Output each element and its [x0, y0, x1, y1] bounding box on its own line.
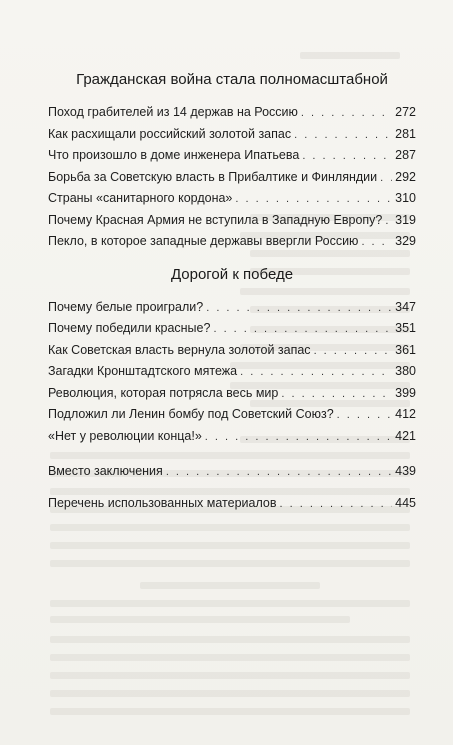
toc-entry-title: Как расхищали российский золотой запас: [48, 126, 292, 141]
toc-entry-title: Пекло, в которое западные державы ввергли Россию: [48, 234, 359, 248]
toc-entry: [48, 340, 416, 362]
toc-entry: [48, 361, 416, 383]
dot-leader: [235, 189, 392, 210]
toc-entry-page: 347: [395, 299, 416, 314]
spacer: [48, 447, 416, 461]
dot-leader: [240, 362, 392, 383]
toc-entry: [48, 318, 416, 340]
toc-entry-page: 292: [395, 169, 416, 184]
spacer: [48, 483, 416, 493]
dot-leader: [206, 298, 392, 319]
toc-entry: [48, 404, 416, 426]
toc-entry: [48, 383, 416, 405]
toc-entry-title: Почему Красная Армия не вступила в Западную Европу?: [48, 212, 383, 227]
toc-entry-title: Страны «санитарного кордона»: [48, 191, 233, 205]
toc-entry-title: Перечень использованных материалов: [48, 495, 277, 510]
toc-entry-page: 319: [395, 212, 416, 227]
toc-entry: [48, 102, 416, 124]
toc-entry-page: 287: [395, 148, 416, 162]
toc-entry: [48, 167, 416, 189]
toc-entry: [48, 145, 416, 167]
toc-entry: [48, 297, 416, 319]
toc-entry-title: «Нет у революции конца!»: [48, 428, 202, 443]
toc-entry-title: Почему победили красные?: [48, 321, 211, 335]
toc-entry: [48, 426, 416, 448]
dot-leader: [302, 146, 392, 167]
toc-entry-page: 380: [395, 364, 416, 378]
toc-entry-page: 281: [395, 126, 416, 141]
section-title: Дорогой к победе: [170, 265, 294, 283]
toc-entry-page: 310: [395, 191, 416, 205]
toc-entry-conclusion: [48, 461, 416, 483]
toc-entry-title: Борьба за Советскую власть в Прибалтике и Финляндии: [48, 169, 378, 184]
dot-leader: [380, 168, 392, 189]
toc-entry: [48, 124, 416, 146]
toc-entry-title: Подложил ли Ленин бомбу под Советский Союз?: [48, 407, 334, 421]
toc-entry-page: 351: [395, 321, 416, 335]
section-title: Гражданская война стала полномасштабной: [76, 71, 388, 88]
toc-entry-page: 329: [395, 234, 416, 248]
toc-entry: [48, 231, 416, 253]
dot-leader: [213, 319, 392, 340]
dot-leader: [361, 232, 392, 253]
toc-entry-sources: [48, 493, 416, 515]
dot-leader: [301, 103, 392, 124]
toc-entry-title: Как Советская власть вернула золотой запас: [48, 342, 311, 357]
toc-entry-page: 439: [395, 464, 416, 478]
dot-leader: [166, 462, 392, 483]
dot-leader: [337, 405, 392, 426]
toc-entry-title: Поход грабителей из 14 держав на Россию: [48, 105, 298, 119]
toc-entry: [48, 188, 416, 210]
toc-entry-title: Загадки Кронштадтского мятежа: [48, 364, 238, 378]
toc-entry-title: Вместо заключения: [48, 464, 163, 478]
toc-entry-page: 421: [395, 428, 416, 443]
dot-leader: [294, 125, 392, 146]
dot-leader: [281, 384, 392, 405]
table-of-contents: [48, 70, 416, 514]
toc-entry-title: Почему белые проиграли?: [48, 299, 204, 314]
dot-leader: [280, 494, 393, 515]
dot-leader: [314, 341, 393, 362]
toc-entry-page: 272: [395, 105, 416, 119]
toc-entry-page: 445: [395, 495, 416, 510]
toc-entry-page: 412: [395, 407, 416, 421]
dot-leader: [205, 427, 392, 448]
toc-entry-title: Что произошло в доме инженера Ипатьева: [48, 148, 300, 162]
toc-entry-page: 399: [395, 385, 416, 400]
toc-entry-page: 361: [395, 342, 416, 357]
dot-leader: [385, 211, 392, 232]
toc-entry: [48, 210, 416, 232]
toc-entry-title: Революция, которая потрясла весь мир: [48, 385, 279, 400]
